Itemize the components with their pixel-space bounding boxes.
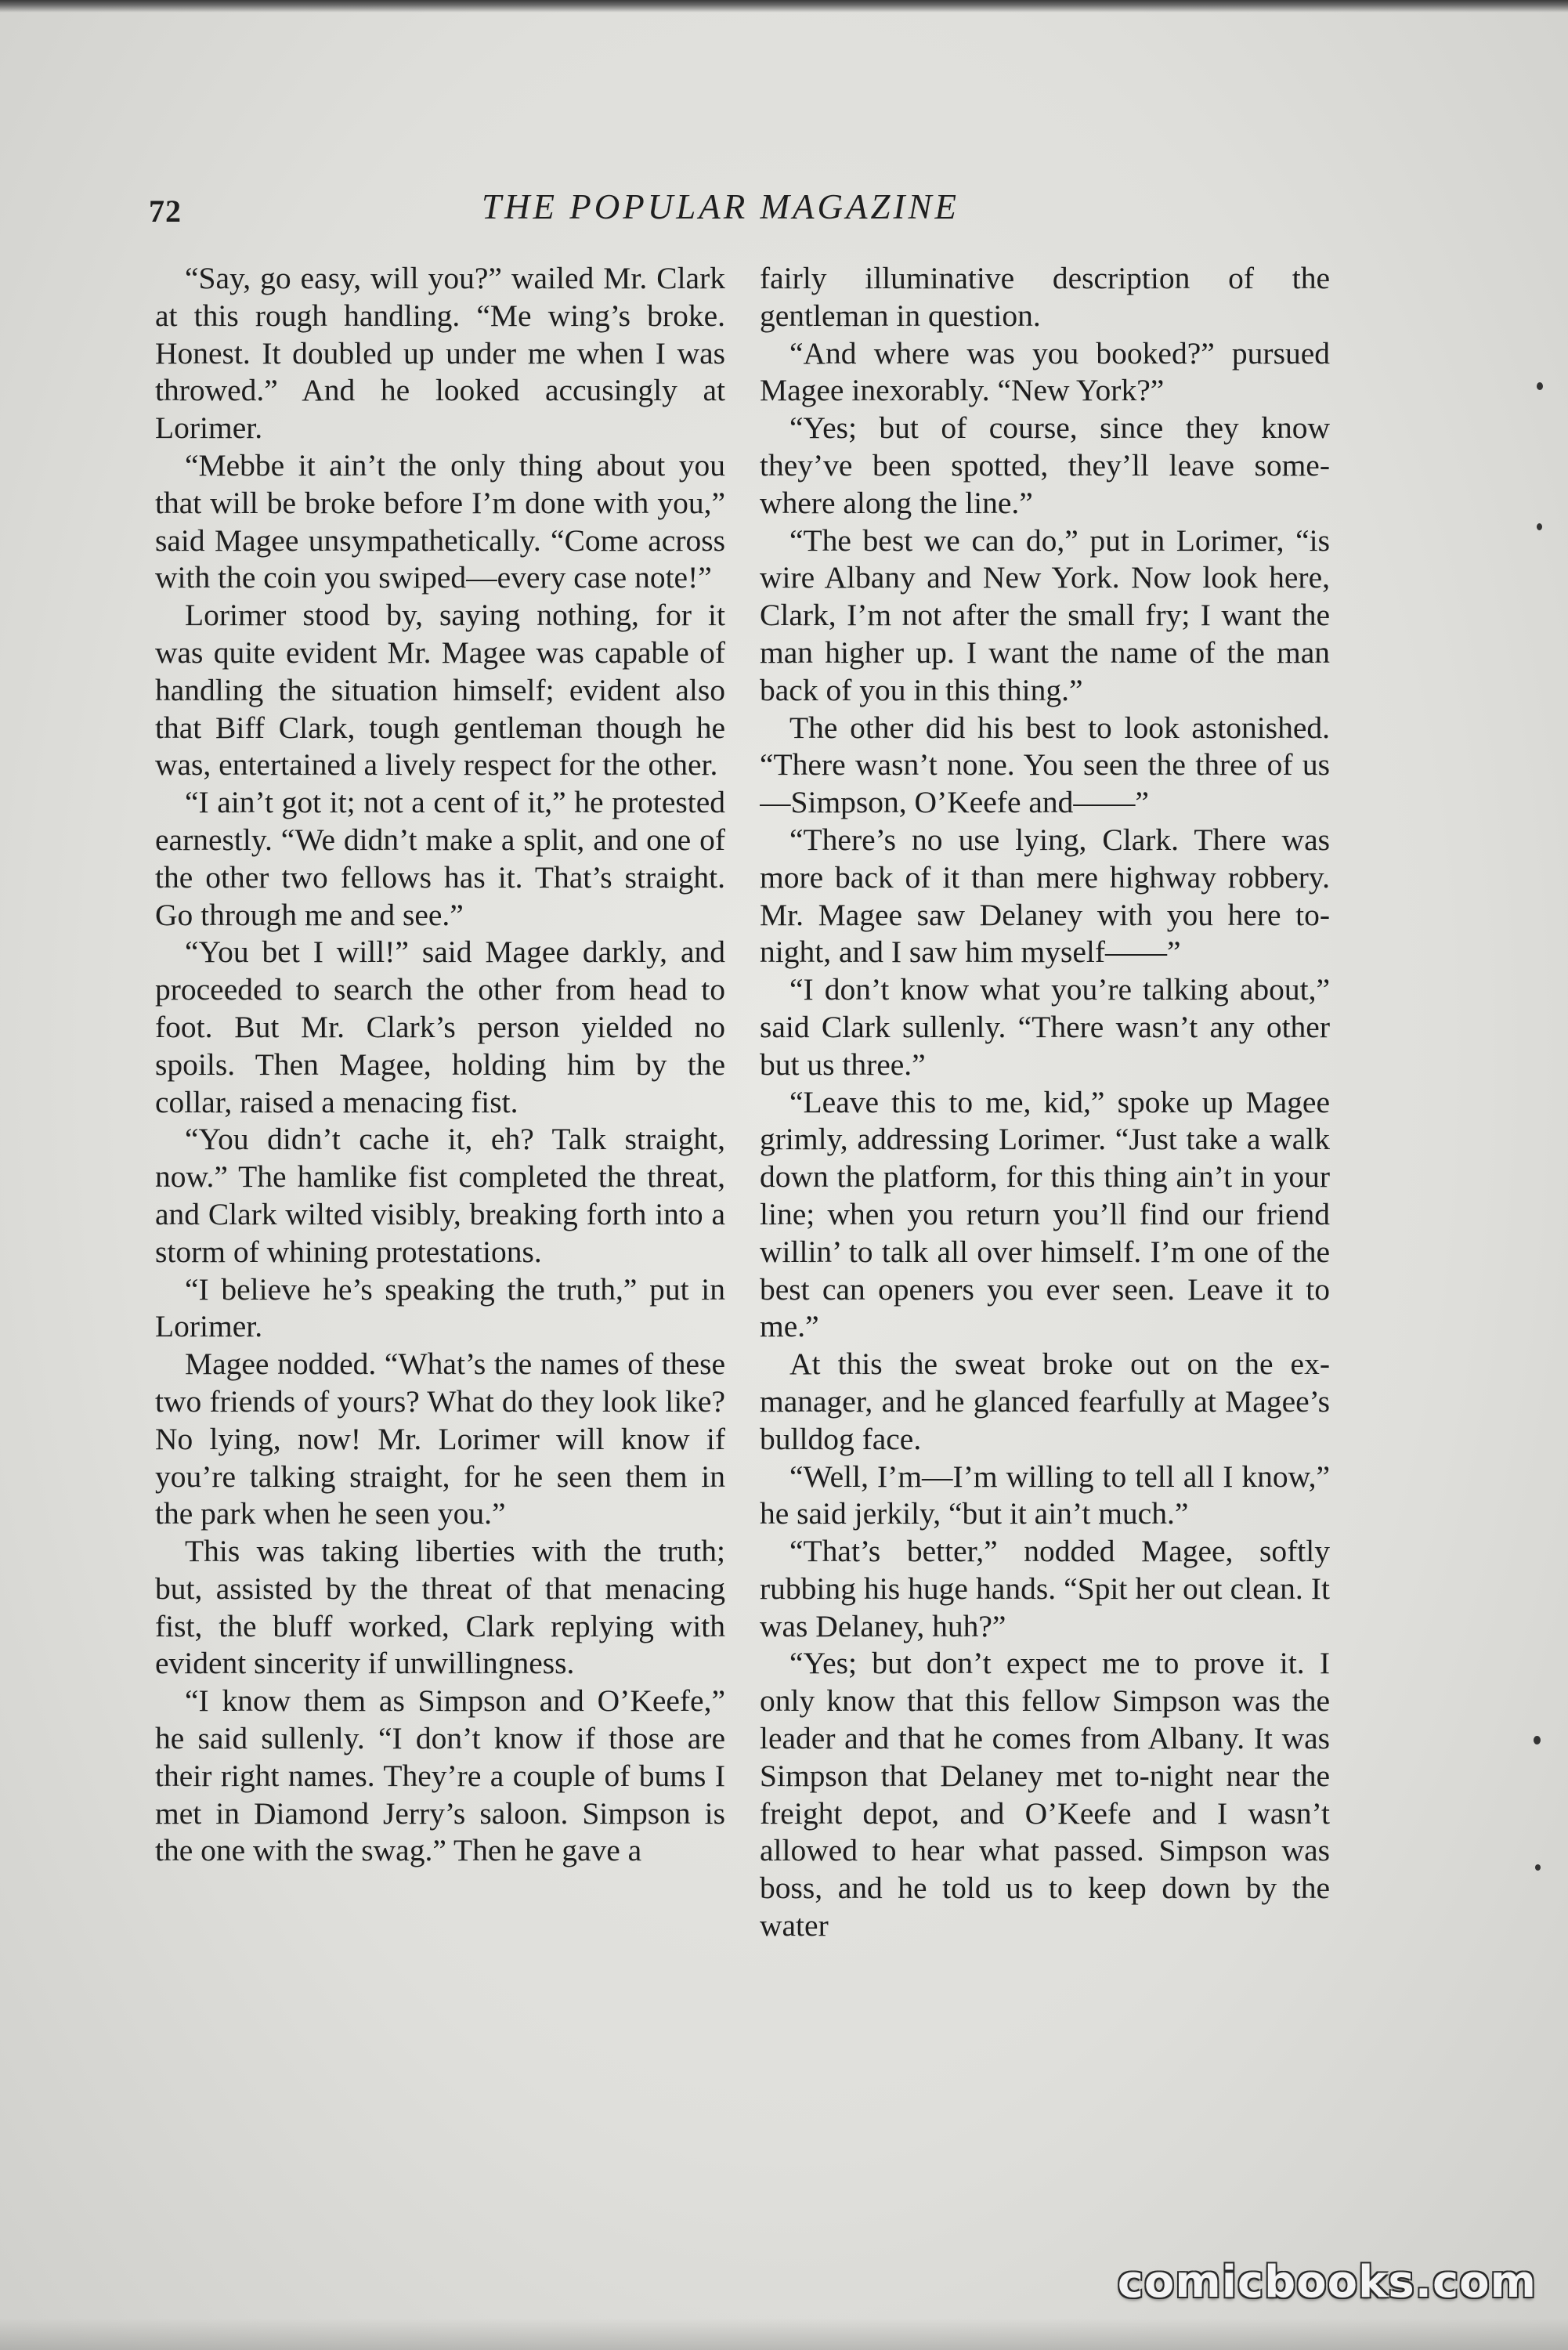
paragraph: Magee nodded. “What’s the names of these two friends of yours? What do they look like? No lying, now! Mr. Lorimer will know if you’re talking straight, for he seen them in the park when he seen you.”	[155, 1347, 725, 1531]
paragraph: “And where was you booked?” pursued Magee inexorably. “New York?”	[760, 335, 1330, 408]
paragraph-continued: fairly illuminative description of the gentleman in question.	[760, 261, 1330, 333]
paragraph: “You bet I will!” said Magee darkly, and proceeded to search the other from head to foot. But Mr. Clark’s person yielded no spoils. Then Magee, holding him by the collar, raised a menacing fist.	[155, 935, 725, 1119]
paragraph: “Leave this to me, kid,” spoke up Magee grimly, addressing Lorimer. “Just take a walk down the platform, for this thing ain’t in your line; when you return you’ll find our friend willin’ to talk all over himself. I’m one of the best can openers you ever seen. Leave it to me.”	[760, 1084, 1330, 1344]
paragraph: “The best we can do,” put in Lorimer, “is wire Albany and New York. Now look here, Clark, I’m not after the small fry; I want the man higher up. I want the name of the man back of you in this thing.”	[760, 522, 1330, 707]
running-head: THE POPULAR MAGAZINE	[482, 187, 959, 226]
text-column-left	[155, 260, 725, 2164]
paragraph: “I ain’t got it; not a cent of it,” he protested earnestly. “We didn’t make a split, and one of the other two fellows has it. That’s straight. Go through me and see.”	[155, 785, 725, 932]
watermark: comicbooks.com	[1117, 2257, 1537, 2308]
paragraph: At this the sweat broke out on the ex-manager, and he glanced fearfully at Magee’s bulldog face.	[760, 1347, 1330, 1456]
page-bottom-shadow	[0, 2319, 1568, 2350]
page-header	[149, 185, 1339, 240]
paragraph: Lorimer stood by, saying nothing, for it was quite evident Mr. Magee was capable of handling the situation himself; evident also that Biff Clark, tough gentleman though he was, entertained a lively respect for the other.	[155, 598, 725, 783]
paragraph: “There’s no use lying, Clark. There was more back of it than mere highway robbery. Mr. Magee saw Delaney with you here to-night, and I saw him myself——”	[760, 822, 1330, 970]
paragraph: “Yes; but don’t expect me to prove it. I only know that this fellow Simpson was the leader and that he comes from Albany. It was Simpson that Delaney met to-night near the freight depot, and O’Keefe and I wasn’t allowed to hear what passed. Simpson was boss, and he told us to keep down by the water	[760, 1646, 1330, 1943]
paragraph: “I don’t know what you’re talking about,” said Clark sullenly. “There wasn’t any other but us three.”	[760, 972, 1330, 1082]
paragraph: This was taking liberties with the truth; but, assisted by the threat of that menacing fist, the bluff worked, Clark replying with evident sincerity if unwillingness.	[155, 1534, 725, 1681]
paragraph: “That’s better,” nodded Magee, softly rubbing his huge hands. “Spit her out clean. It was Delaney, huh?”	[760, 1534, 1330, 1643]
paragraph: “Mebbe it ain’t the only thing about you that will be broke before I’m done with you,” said Magee unsympathetically. “Come across with the coin you swiped—every case note!”	[155, 447, 725, 595]
paragraph: “Yes; but of course, since they know they’ve been spotted, they’ll leave somewhere along the line.”	[760, 410, 1330, 520]
paper-speck	[1535, 1864, 1541, 1871]
paragraph: “I know them as Simpson and O’Keefe,” he said sullenly. “I don’t know if those are their right names. They’re a couple of bums I met in Diamond Jerry’s saloon. Simpson is the one with the swag.” Then he gave a	[155, 1683, 725, 1868]
paper-speck	[1537, 523, 1542, 530]
paragraph: The other did his best to look astonished. “There wasn’t none. You seen the three of us—Simpson, O’Keefe and——”	[760, 710, 1330, 820]
page-top-edge	[0, 0, 1568, 13]
paragraph: “You didn’t cache it, eh? Talk straight, now.” The hamlike fist completed the threat, and Clark wilted visibly, breaking forth into a storm of whining protestations.	[155, 1122, 725, 1269]
paper-speck	[1537, 382, 1543, 390]
text-column-right	[760, 260, 1330, 2164]
paragraph: “Say, go easy, will you?” wailed Mr. Clark at this rough handling. “Me wing’s broke. Honest. It doubled up under me when I was throwed.” And he looked accusingly at Lorimer.	[155, 261, 725, 446]
paragraph: “Well, I’m—I’m willing to tell all I know,” he said jerkily, “but it ain’t much.”	[760, 1459, 1330, 1531]
page-number: 72	[149, 193, 182, 229]
paper-speck	[1534, 1736, 1541, 1744]
paragraph: “I believe he’s speaking the truth,” put in Lorimer.	[155, 1271, 725, 1344]
